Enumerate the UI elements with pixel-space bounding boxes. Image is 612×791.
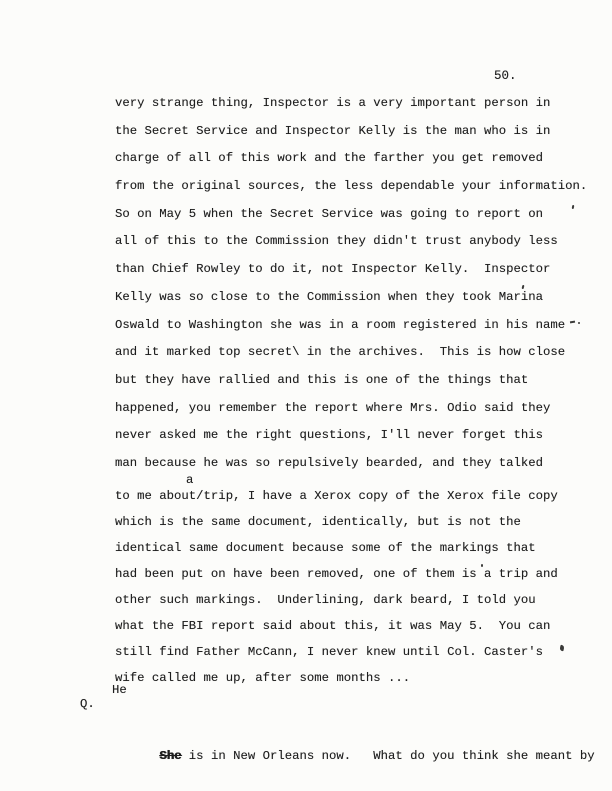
transcript-line: but they have rallied and this is one of the things that [115,372,529,387]
transcript-block-1 [115,90,595,478]
transcript-line: from the original sources, the less dependable your information. [115,179,588,194]
transcript-line: other such markings. Underlining, dark beard, I told you [115,593,536,607]
question-text: is in New Orleans now. What do you think she meant by [181,749,595,763]
transcript-line: had been put on have been removed, one of them is a trip and [115,567,558,581]
transcript-line: than Chief Rowley to do it, not Inspector Kelly. Inspector [115,262,551,277]
struck-word: She [159,749,182,763]
transcript-line: the Secret Service and Inspector Kelly is the man who is in [115,123,551,138]
transcript-line: which is the same document, identically, but is not the [115,515,521,529]
transcript-line: happened, you remember the report where Mrs. Odio said they [115,400,551,415]
transcript-block-2 [80,483,595,763]
transcript-line: charge of all of this work and the farther you get removed [115,151,544,166]
transcript-line: Kelly was so close to the Commission when they took Marina [115,289,544,304]
transcript-line: what the FBI report said about this, it was May 5. You can [115,619,551,633]
transcript-line: man because he was so repulsively bearded, and they talked [115,455,544,470]
transcript-line: all of this to the Commission they didn't trust anybody less [115,234,558,249]
transcript-line: never asked me the right questions, I'll never forget this [115,428,544,443]
transcript-line: Oswald to Washington she was in a room registered in his name [115,317,566,332]
question-line [80,691,595,763]
transcript-line: and it marked top secret\ in the archives. This is how close [115,345,566,360]
transcript-line: still find Father McCann, I never knew until Col. Caster's [115,645,544,659]
transcript-line: very strange thing, Inspector is a very important person in [115,96,551,110]
question-speaker-label: Q. [80,697,95,711]
page-number: 50. [494,69,517,83]
scan-speck [481,564,483,567]
scan-speck [578,322,580,324]
transcript-line: to me about/trip, I have a Xerox copy of the Xerox file copy [115,489,558,503]
typed-insertion-he: He [112,683,127,697]
transcript-line: So on May 5 when the Secret Service was going to report on [115,206,544,221]
transcript-line: wife called me up, after some months ... [115,671,411,685]
transcript-line: identical same document because some of the markings that [115,541,536,555]
typed-insertion-a: a [186,473,194,487]
